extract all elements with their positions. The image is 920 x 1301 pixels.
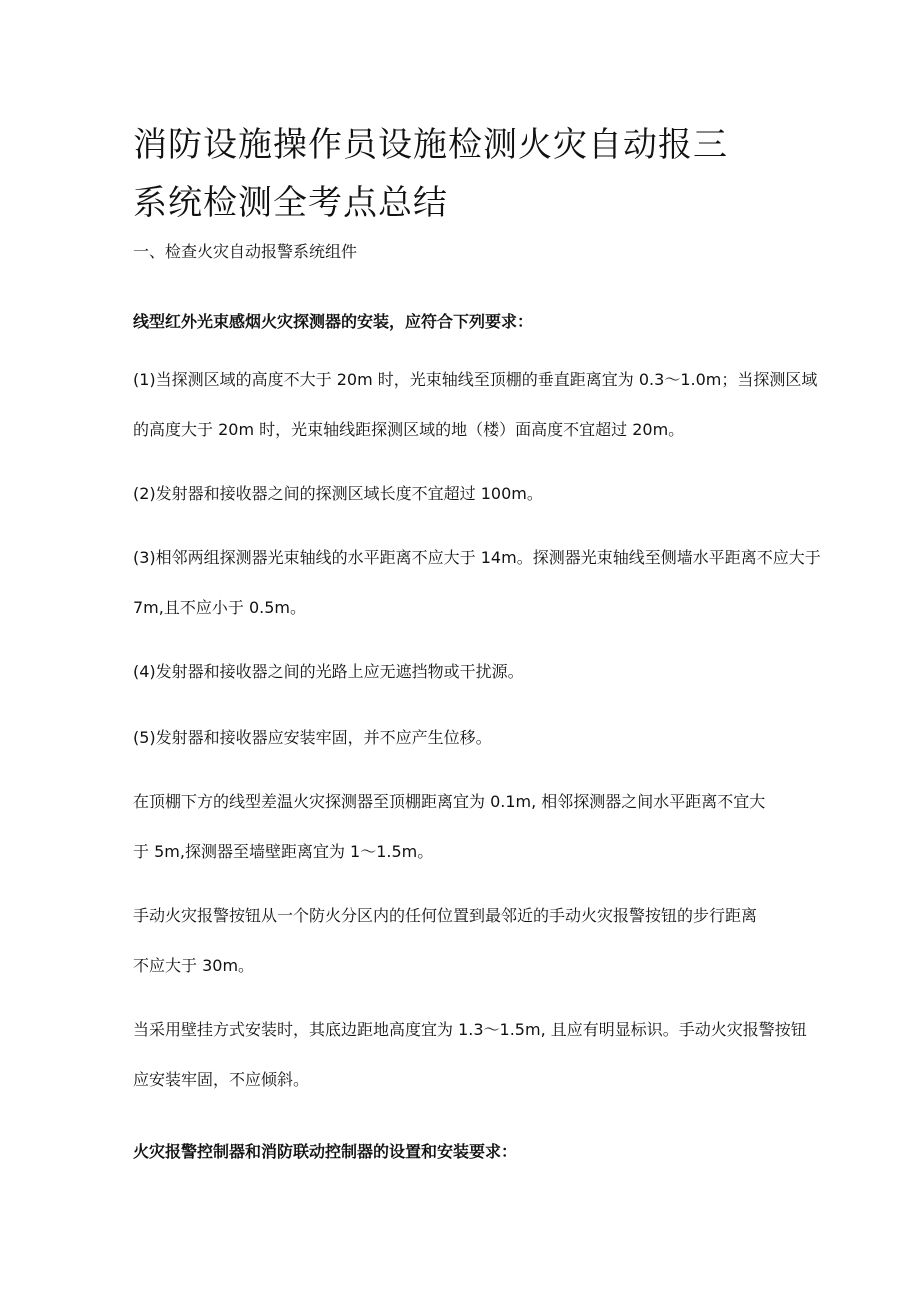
subheading-linear-infrared-detector: 线型红外光束感烟火灾探测器的安装，应符合下列要求： bbox=[133, 312, 534, 331]
item-1-line-1: (1)当探测区域的高度不大于 20m 时，光束轴线至顶棚的垂直距离宜为 0.3～1.0m；当探测区域 bbox=[133, 370, 818, 389]
paragraph-manual-alarm-button-line-2: 不应大于 30m。 bbox=[133, 956, 255, 975]
item-1-line-2: 的高度大于 20m 时，光束轴线距探测区域的地（楼）面高度不宜超过 20m。 bbox=[133, 420, 685, 439]
paragraph-wall-mounting-line-2: 应安装牢固，不应倾斜。 bbox=[133, 1070, 310, 1089]
item-5: (5)发射器和接收器应安装牢固，并不应产生位移。 bbox=[133, 728, 492, 747]
section-heading: 一、检查火灾自动报警系统组件 bbox=[133, 242, 358, 261]
paragraph-wall-mounting-line-1: 当采用壁挂方式安装时，其底边距地高度宜为 1.3～1.5m, 且应有明显标识。手动火灾报警按钮 bbox=[133, 1020, 807, 1039]
paragraph-linear-thermal-detector-line-2: 于 5m,探测器至墙壁距离宜为 1～1.5m。 bbox=[133, 842, 434, 861]
document-title-line-2: 系统检测全考点总结 bbox=[133, 183, 448, 223]
item-4: (4)发射器和接收器之间的光路上应无遮挡物或干扰源。 bbox=[133, 662, 524, 681]
subheading-controller-installation: 火灾报警控制器和消防联动控制器的设置和安装要求： bbox=[133, 1142, 518, 1161]
item-2: (2)发射器和接收器之间的探测区域长度不宜超过 100m。 bbox=[133, 484, 543, 503]
item-3-line-2: 7m,且不应小于 0.5m。 bbox=[133, 598, 306, 617]
paragraph-manual-alarm-button-line-1: 手动火灾报警按钮从一个防火分区内的任何位置到最邻近的手动火灾报警按钮的步行距离 bbox=[133, 906, 758, 925]
document-title-line-1: 消防设施操作员设施检测火灾自动报三 bbox=[133, 125, 728, 165]
item-3-line-1: (3)相邻两组探测器光束轴线的水平距离不应大于 14m。探测器光束轴线至侧墙水平距离不应大于 bbox=[133, 548, 821, 567]
paragraph-linear-thermal-detector-line-1: 在顶棚下方的线型差温火灾探测器至顶棚距离宜为 0.1m, 相邻探测器之间水平距离不宜大 bbox=[133, 792, 766, 811]
